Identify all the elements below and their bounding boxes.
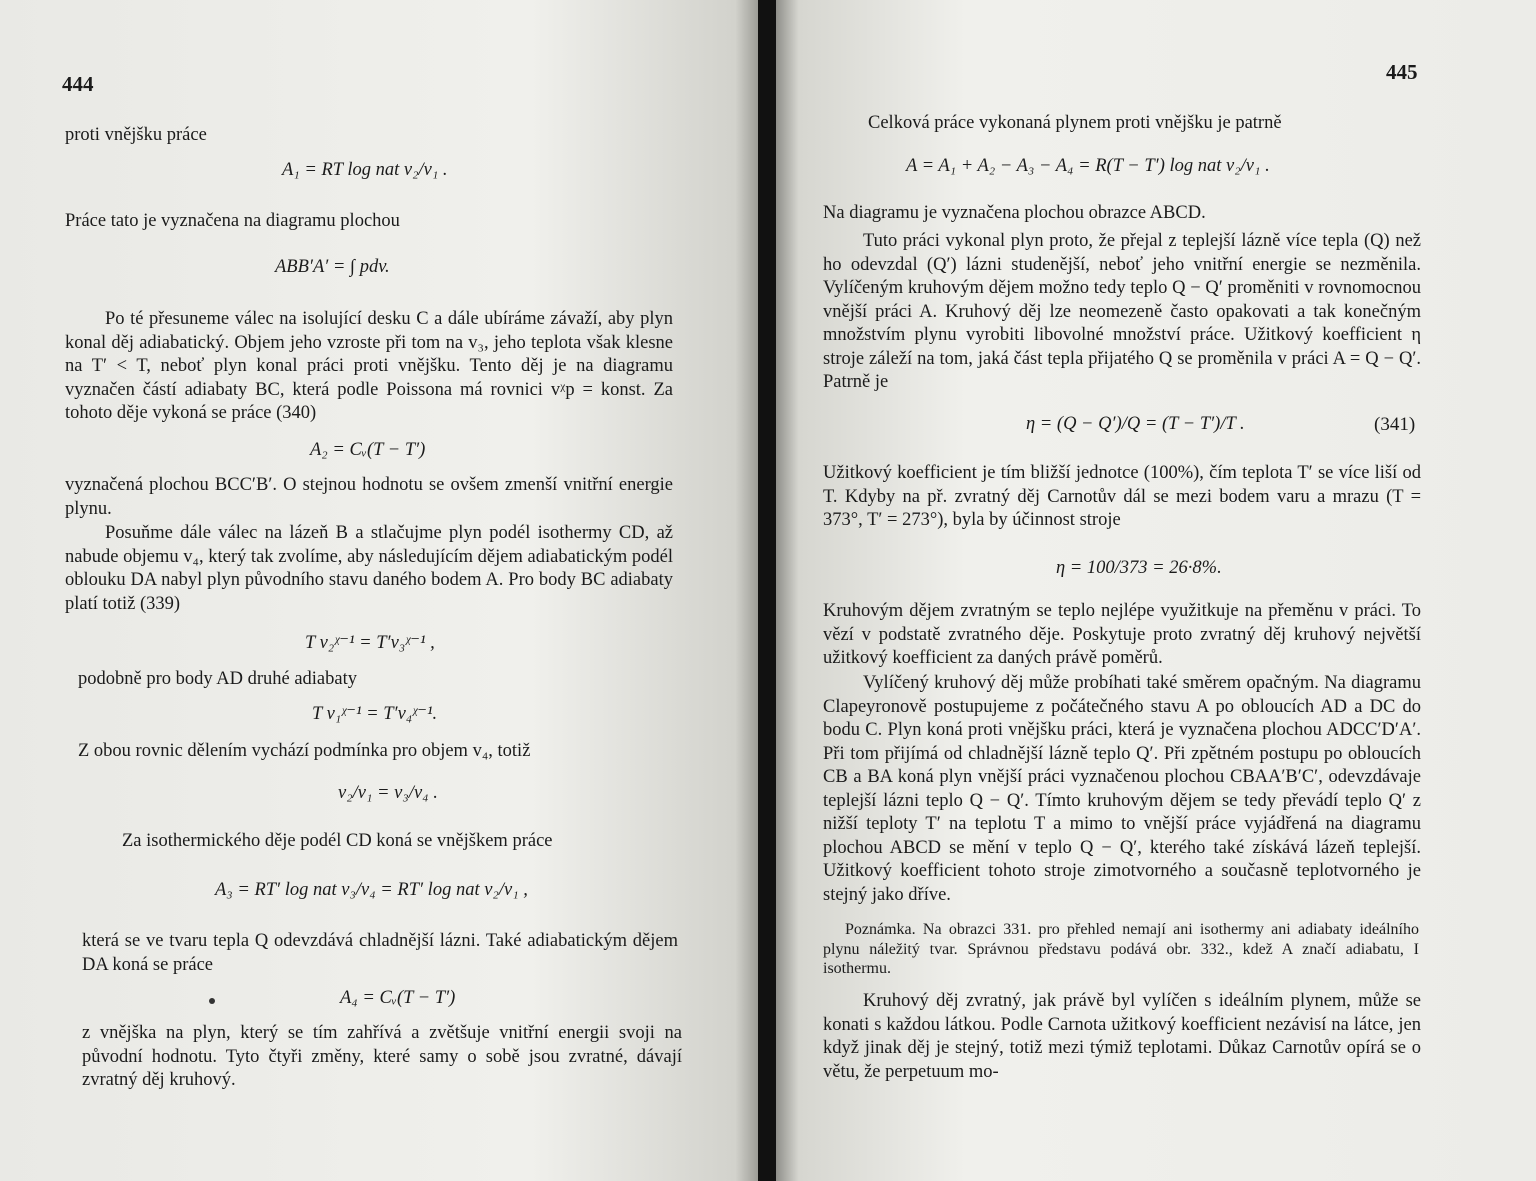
paragraph: [65, 308, 673, 426]
paragraph-text: Posuňme dále válec na lázeň B a stlačujme plyn podél isothermy CD, až nabude objemu v₄, který tak zvolíme, aby následujícím dějem adiabatickým podél oblouku DA nabyl plyn původního stavu daného bodem A. Pro body BC adiabaty platí totiž (339): [65, 523, 673, 614]
paragraph: z vnějška na plyn, který se tím zahřívá a zvětšuje vnitřní energii svoji na původní hodnotu. Tyto čtyři změny, které samy o sobě jsou zvratné, dávají zvratný děj kruhový.: [82, 1023, 682, 1090]
equation: v₂/v₁ = v₃/v₄ .: [338, 783, 438, 803]
equation: A₃ = RT′ log nat v₃/v₄ = RT′ log nat v₂/v₁ ,: [215, 880, 528, 900]
text-line: Práce tato je vyznačena na diagramu plochou: [65, 211, 400, 231]
text-line: proti vnějšku práce: [65, 125, 207, 145]
equation: T v₁ᵡ⁻¹ = T′v₄ᵡ⁻¹.: [312, 704, 438, 724]
paragraph: [823, 990, 1421, 1084]
equation: T v₂ᵡ⁻¹ = T′v₃ᵡ⁻¹ ,: [305, 633, 435, 653]
equation: η = (Q − Q′)/Q = (T − T′)/T .: [1026, 414, 1245, 434]
paragraph-text: Po té přesuneme válec na isolující desku C a dále ubíráme závaží, aby plyn konal děj adiabatický. Objem jeho vzroste při tom na v₃, jeho teplota však klesne na T′ < T, neboť plyn konal práci proti vnějšku. Tento děj je na diagramu vyznačen částí adiabaty BC, která podle Poissona má rovnici vᵡp = konst. Za tohoto děje vykoná se práce (340): [65, 309, 673, 423]
equation: A₄ = Cᵥ(T − T′): [340, 988, 456, 1008]
book-gutter: [758, 0, 776, 1181]
left-page: [0, 0, 758, 1181]
footnote-text: Poznámka. Na obrazci 331. pro přehled nemají ani isothermy ani adiabaty ideálního plynu náležitý tvar. Správnou představu podává obr. 332., kdež A značí adiabatu, I isothermu.: [823, 921, 1419, 977]
paragraph: Užitkový koefficient je tím bližší jednotce (100%), čím teplota T′ se více liší od T. Kdyby na př. zvratný děj Carnotův dál se mezi bodem varu a mrazu (T = 373°, T′ = 273°), byla by účinnost stroje: [823, 463, 1421, 530]
paragraph-text: Kruhový děj zvratný, jak právě byl vylíčen s ideálním plynem, může se konati s každou látkou. Podle Carnota užitkový koefficient nezávisí na látce, jen když jinak děj je stejný, totiž mezi týmiž teplotami. Důkaz Carnotův opírá se o větu, že perpetuum mo-: [823, 991, 1421, 1082]
page-number: 444: [62, 72, 94, 96]
text-line: Za isothermického děje podél CD koná se vnějškem práce: [122, 831, 553, 851]
paragraph: [823, 672, 1421, 907]
equation: A = A₁ + A₂ − A₃ − A₄ = R(T − T′) log nat v₂/v₁ .: [906, 156, 1270, 176]
paragraph-text: Vylíčený kruhový děj může probíhati také směrem opačným. Na diagramu Clapeyronově postupujeme z počátečného stavu A po obloucích AD a DC do bodu C. Plyn koná proti vnějšku práci, která je vyznačena plochou ADCC′D′A′. Při tom přijímá od chladnější lázně teplo Q′. Při zpětném postupu po obloucích CB a BA koná plyn vnější práci vyznačenou plochou CBAA′B′C′, odevzdávaje teplejší lázni teplo Q − Q′. Tímto kruhovým dějem se tedy převádí teplo Q′ z nižší teploty T′ na teplotu T a mimo to vnější práce vyjádřená na diagramu plochou ABCD se mění v teplo Q − Q′, kterého také získává lázeň teplejší. Užitkový koefficient tohoto stroje zimotvorného a současně teplotvorného je stejný jako dříve.: [823, 673, 1421, 905]
equation: η = 100/373 = 26·8%.: [1056, 558, 1222, 578]
paragraph: Kruhovým dějem zvratným se teplo nejlépe využitkuje na přeměnu v práci. To vězí v podstatě zvratného děje. Poskytuje proto zvratný děj kruhový největší užitkový koefficient za daných právě poměrů.: [823, 601, 1421, 668]
text-line: podobně pro body AD druhé adiabaty: [78, 669, 357, 689]
paragraph: [65, 522, 673, 616]
footnote: [823, 920, 1419, 979]
right-page: [776, 0, 1536, 1181]
text-line: Z obou rovnic dělením vychází podmínka pro objem v₄, totiž: [78, 741, 531, 761]
paragraph: která se ve tvaru tepla Q odevzdává chladnější lázni. Také adiabatickým dějem DA koná se práce: [82, 931, 678, 975]
equation: ABB′A′ = ∫ pdv.: [275, 257, 390, 277]
paragraph: vyznačená plochou BCC′B′. O stejnou hodnotu se ovšem zmenší vnitřní energie plynu.: [65, 475, 673, 519]
equation: A₂ = Cᵥ(T − T′): [310, 440, 426, 460]
paragraph: [823, 230, 1421, 395]
equation-number: (341): [1374, 414, 1416, 435]
text-line: Na diagramu je vyznačena plochou obrazce ABCD.: [823, 203, 1206, 223]
equation: A₁ = RT log nat v₂/v₁ .: [282, 160, 448, 180]
paragraph-text: Tuto práci vykonal plyn proto, že přejal z teplejší lázně více tepla (Q) než ho odevzdal (Q′) lázni studenější, neboť jeho vnitřní energie se nezměnila. Vylíčeným kruhovým dějem možno tedy teplo Q − Q′ proměniti v rovnomocnou vnější práci A. Kruhový děj lze neomezeně často opakovati a tak konečným množstvím plynu vyrobiti libovolné množství práce. Užitkový koefficient η stroje záleží na tom, jaká část tepla přijatého Q se proměnila v práci A = Q − Q′. Patrně je: [823, 231, 1421, 392]
text-line: Celková práce vykonaná plynem proti vnějšku je patrně: [868, 113, 1282, 133]
page-number: 445: [1386, 60, 1418, 84]
ink-dot: [209, 998, 215, 1004]
